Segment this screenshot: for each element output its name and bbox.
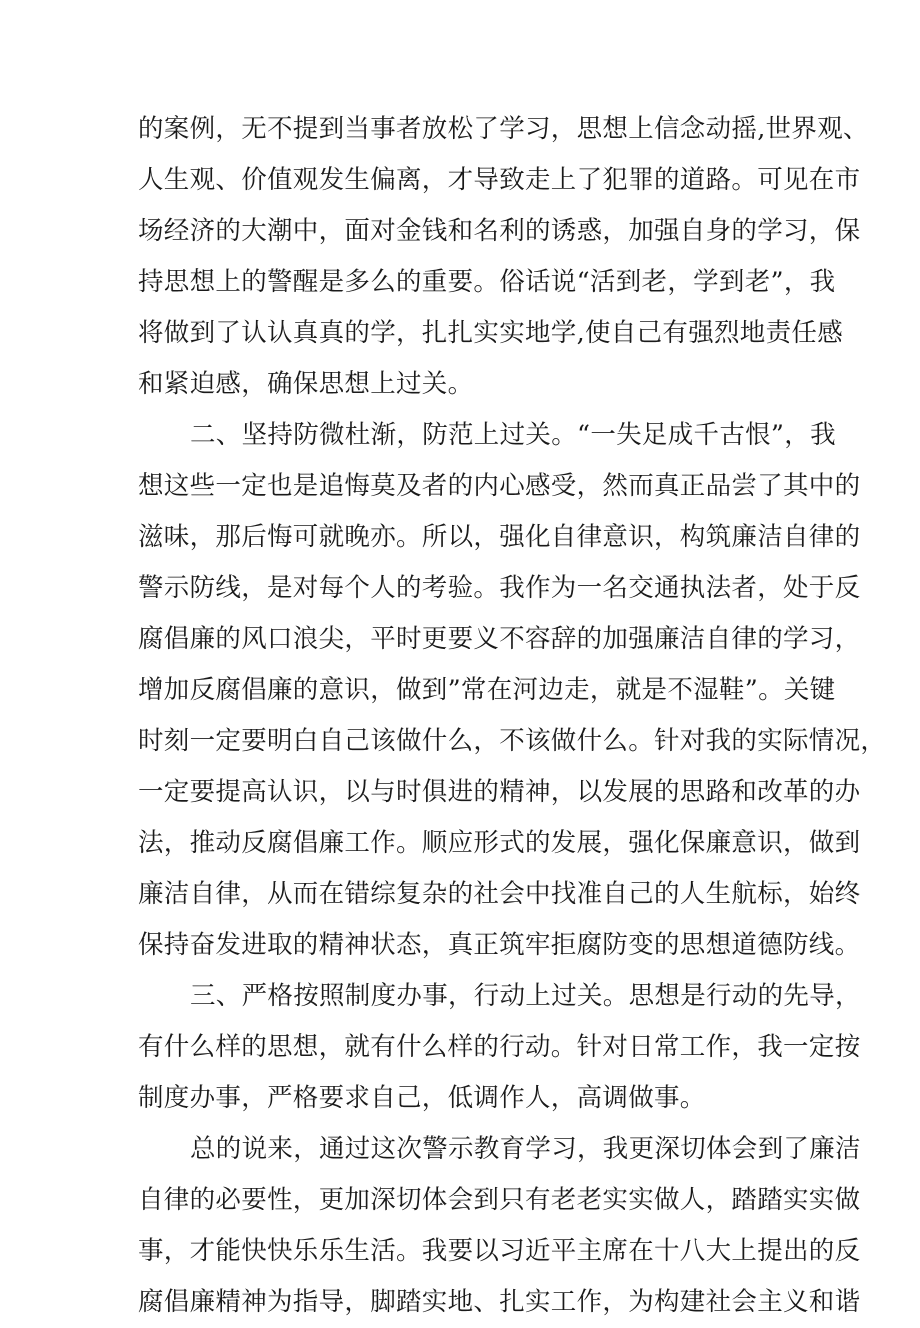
- text-line: 场经济的大潮中，面对金钱和名利的诱惑，加强自身的学习，保: [138, 216, 861, 246]
- text-line: 想这些一定也是追悔莫及者的内心感受，然而真正品尝了其中的: [138, 471, 861, 501]
- text-line: 腐倡廉的风口浪尖，平时更要义不容辞的加强廉洁自律的学习，: [138, 624, 861, 654]
- text-line: 自律的必要性，更加深切体会到只有老老实实做人，踏踏实实做: [138, 1185, 861, 1215]
- text-line: 滋味，那后悔可就晚亦。所以，强化自律意识，构筑廉洁自律的: [138, 522, 861, 552]
- text-line: 的案例，无不提到当事者放松了学习，思想上信念动摇,世界观、: [138, 114, 869, 144]
- text-line: 法，推动反腐倡廉工作。顺应形式的发展，强化保廉意识，做到: [138, 828, 861, 858]
- text-line: 三、严格按照制度办事，行动上过关。思想是行动的先导，: [190, 981, 861, 1011]
- body-text: [138, 104, 887, 1328]
- text-line: 总的说来，通过这次警示教育学习，我更深切体会到了廉洁: [190, 1134, 861, 1164]
- text-line: 制度办事，严格要求自己，低调作人，高调做事。: [138, 1083, 706, 1113]
- text-line: 时刻一定要明白自己该做什么，不该做什么。针对我的实际情况，: [138, 726, 887, 756]
- text-line: 保持奋发进取的精神状态，真正筑牢拒腐防变的思想道德防线。: [138, 930, 861, 960]
- text-line: 持思想上的警醒是多么的重要。俗话说“活到老，学到老”，我: [138, 267, 836, 297]
- text-line: 将做到了认认真真的学，扎扎实实地学,使自己有强烈地责任感: [138, 318, 844, 348]
- text-line: 二、坚持防微杜渐，防范上过关。“一失足成千古恨”，我: [190, 420, 836, 450]
- text-line: 腐倡廉精神为指导，脚踏实地、扎实工作，为构建社会主义和谐: [138, 1287, 861, 1317]
- text-line: 一定要提高认识，以与时俱进的精神，以发展的思路和改革的办: [138, 777, 861, 807]
- text-line: 和紧迫感，确保思想上过关。: [138, 369, 474, 399]
- text-line: 人生观、价值观发生偏离，才导致走上了犯罪的道路。可见在市: [138, 165, 861, 195]
- text-line: 增加反腐倡廉的意识，做到”常在河边走，就是不湿鞋”。关键: [138, 675, 836, 705]
- text-line: 警示防线，是对每个人的考验。我作为一名交通执法者，处于反: [138, 573, 861, 603]
- text-line: 有什么样的思想，就有什么样的行动。针对日常工作，我一定按: [138, 1032, 861, 1062]
- text-line: 事，才能快快乐乐生活。我要以习近平主席在十八大上提出的反: [138, 1236, 861, 1266]
- text-line: 廉洁自律，从而在错综复杂的社会中找准自己的人生航标，始终: [138, 879, 861, 909]
